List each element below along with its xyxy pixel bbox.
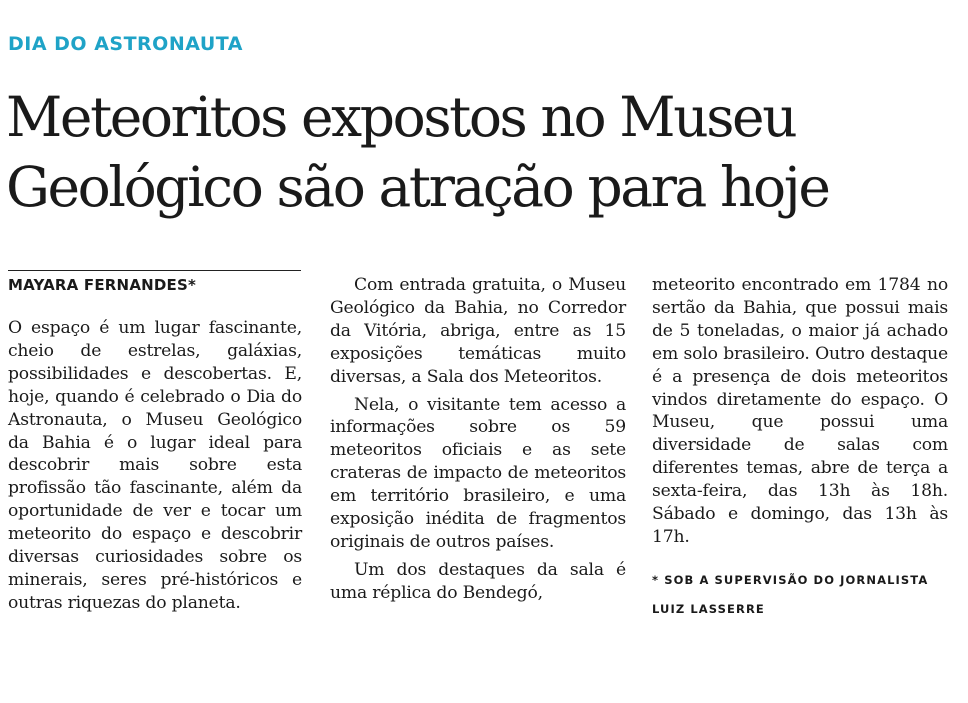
paragraph-4-continued: meteorito encontrado em 1784 no sertão da Bahia, que possui mais de 5 toneladas, o maior já achado em solo brasileiro. Outro destaque é a presença de dois meteoritos vindos diretamente do espaço. O Museu, que possui uma diversidade de salas com diferentes temas, abre de terça a sexta-feira, das 13h às 18h. Sábado e domingo, das 13h às 17h. (652, 275, 948, 547)
paragraph-4: Um dos destaques da sala é uma réplica do Bendegó, (330, 559, 626, 603)
kicker: DIA DO ASTRONAUTA (8, 33, 243, 55)
byline: MAYARA FERNANDES* (8, 276, 197, 294)
headline: Meteoritos expostos no Museu Geológico são atração para hoje (6, 85, 829, 219)
article-column-1 (8, 274, 302, 615)
article-column-2 (330, 274, 626, 605)
byline-rule (8, 270, 301, 271)
paragraph-2: Com entrada gratuita, o Museu Geológico da Bahia, no Corredor da Vitória, abriga, entre as 15 exposições temáticas muito diversas, a Sala dos Meteoritos. (330, 275, 626, 387)
footnote: * SOB A SUPERVISÃO DO JORNALISTA LUIZ LASSERRE (652, 572, 929, 616)
article-column-3 (652, 274, 948, 624)
paragraph-1: O espaço é um lugar fascinante, cheio de estrelas, galáxias, possibilidades e descobertas. E, hoje, quando é celebrado o Dia do Astronauta, o Museu Geológico da Bahia é o lugar ideal para descobrir mais sobre esta profissão tão fascinante, além da oportunidade de ver e tocar um meteorito do espaço e descobrir diversas curiosidades sobre os minerais, seres pré-históricos e outras riquezas do planeta. (8, 318, 302, 613)
paragraph-3: Nela, o visitante tem acesso a informações sobre os 59 meteoritos oficiais e as sete crateras de impacto de meteoritos em território brasileiro, e uma exposição inédita de fragmentos originais de outros países. (330, 394, 626, 552)
